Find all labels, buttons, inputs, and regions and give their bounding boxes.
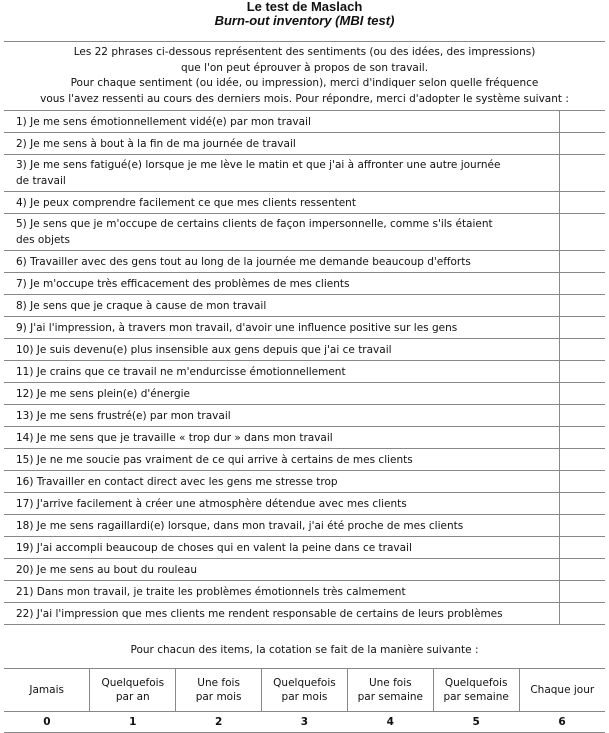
scoring-note: Pour chacun des items, la cotation se fait de la manière suivante : [130, 644, 479, 656]
item-text-continued: de travail [16, 175, 66, 187]
item-text: 6) Travailler avec des gens tout au long de la journée me demande beaucoup d'efforts [16, 255, 471, 268]
answer-box[interactable] [560, 111, 606, 133]
item-text-continued: des objets [16, 234, 70, 246]
item-statement [4, 339, 560, 361]
answer-box[interactable] [560, 383, 606, 405]
scale-label: Une fois par mois [195, 677, 242, 703]
item-statement [4, 603, 560, 625]
item-statement [4, 317, 560, 339]
scale-label: Quelquefois par mois [273, 677, 336, 703]
answer-box[interactable] [560, 273, 606, 295]
item-text: 8) Je sens que je craque à cause de mon travail [16, 299, 267, 312]
item-statement [4, 449, 560, 471]
answer-box[interactable] [560, 493, 606, 515]
item-text: 7) Je m'occupe très efficacement des problèmes de mes clients [16, 277, 350, 290]
item-text: 18) Je me sens ragaillardi(e) lorsque, dans mon travail, j'ai été proche de mes clients [16, 519, 464, 532]
item-text: 11) Je crains que ce travail ne m'endurcisse émotionnellement [16, 365, 346, 378]
answer-box[interactable] [560, 214, 606, 251]
scale-label-cell [4, 669, 90, 712]
item-statement [4, 537, 560, 559]
answer-box[interactable] [560, 559, 606, 581]
answer-box[interactable] [560, 537, 606, 559]
item-text: 12) Je me sens plein(e) d'énergie [16, 387, 191, 400]
item-row [4, 449, 605, 471]
scale-label: Chaque jour [530, 684, 595, 696]
answer-box[interactable] [560, 427, 606, 449]
item-row [4, 559, 605, 581]
scale-value: 4 [347, 712, 433, 733]
item-row [4, 339, 605, 361]
scale-value: 2 [176, 712, 262, 733]
answer-box[interactable] [560, 361, 606, 383]
answer-box[interactable] [560, 133, 606, 155]
item-row [4, 111, 605, 133]
scale-label: Jamais [29, 684, 64, 696]
item-text: 3) Je me sens fatigué(e) lorsque je me lève le matin et que j'ai à affronter une autre journée [16, 159, 501, 171]
item-statement [4, 405, 560, 427]
items-table [4, 110, 605, 625]
answer-box[interactable] [560, 192, 606, 214]
intro-section [4, 41, 605, 107]
item-statement [4, 559, 560, 581]
item-statement [4, 155, 560, 192]
item-row [4, 317, 605, 339]
item-text: 2) Je me sens à bout à la fin de ma journée de travail [16, 137, 296, 150]
item-statement [4, 515, 560, 537]
item-row [4, 493, 605, 515]
item-statement [4, 133, 560, 155]
item-row [4, 383, 605, 405]
item-row [4, 251, 605, 273]
item-text: 1) Je me sens émotionnellement vidé(e) par mon travail [16, 115, 311, 128]
item-statement [4, 192, 560, 214]
scale-label-cell [176, 669, 262, 712]
item-text: 22) J'ai l'impression que mes clients me rendent responsable de certains de leurs problèmes [16, 607, 503, 620]
answer-box[interactable] [560, 155, 606, 192]
item-statement [4, 214, 560, 251]
scale-values-row [4, 712, 605, 733]
answer-box[interactable] [560, 339, 606, 361]
scale-label: Quelquefois par an [101, 677, 165, 703]
item-row [4, 603, 605, 625]
item-row [4, 214, 605, 251]
item-text: 20) Je me sens au bout du rouleau [16, 563, 198, 576]
item-row [4, 471, 605, 493]
item-text: 10) Je suis devenu(e) plus insensible aux gens depuis que j'ai ce travail [16, 343, 392, 356]
scale-value: 1 [90, 712, 176, 733]
page-subtitle: Burn-out inventory (MBI test) [214, 13, 395, 28]
scale-label-cell [433, 669, 519, 712]
answer-box[interactable] [560, 295, 606, 317]
item-row [4, 427, 605, 449]
item-text: 15) Je ne me soucie pas vraiment de ce qui arrive à certains de mes clients [16, 453, 413, 466]
item-row [4, 133, 605, 155]
scale-labels-row [4, 669, 605, 712]
item-statement [4, 581, 560, 603]
answer-box[interactable] [560, 515, 606, 537]
item-row [4, 273, 605, 295]
item-row [4, 361, 605, 383]
item-text: 19) J'ai accompli beaucoup de choses qui en valent la peine dans ce travail [16, 541, 412, 554]
scale-table [4, 668, 605, 733]
answer-box[interactable] [560, 405, 606, 427]
item-text: 4) Je peux comprendre facilement ce que mes clients ressentent [16, 196, 356, 209]
answer-box[interactable] [560, 471, 606, 493]
item-row [4, 192, 605, 214]
item-row [4, 581, 605, 603]
item-row [4, 515, 605, 537]
scale-label-cell [519, 669, 605, 712]
item-statement [4, 111, 560, 133]
item-statement [4, 295, 560, 317]
item-text: 13) Je me sens frustré(e) par mon travail [16, 409, 231, 422]
answer-box[interactable] [560, 449, 606, 471]
scale-label-cell [262, 669, 348, 712]
item-statement [4, 493, 560, 515]
item-statement [4, 383, 560, 405]
scale-label-cell [90, 669, 176, 712]
answer-box[interactable] [560, 317, 606, 339]
item-statement [4, 251, 560, 273]
scale-value: 0 [4, 712, 90, 733]
item-row [4, 295, 605, 317]
item-row [4, 405, 605, 427]
item-row [4, 155, 605, 192]
answer-box[interactable] [560, 603, 606, 625]
item-text: 9) J'ai l'impression, à travers mon travail, d'avoir une influence positive sur les gens [16, 321, 458, 334]
item-text: 17) J'arrive facilement à créer une atmosphère détendue avec mes clients [16, 497, 407, 510]
scale-value: 6 [519, 712, 605, 733]
item-statement [4, 471, 560, 493]
item-row [4, 537, 605, 559]
item-text: 16) Travailler en contact direct avec les gens me stresse trop [16, 475, 338, 488]
answer-box[interactable] [560, 581, 606, 603]
item-text: 14) Je me sens que je travaille « trop dur » dans mon travail [16, 431, 333, 444]
scale-value: 3 [262, 712, 348, 733]
scale-value: 5 [433, 712, 519, 733]
answer-box[interactable] [560, 251, 606, 273]
scale-label: Une fois par semaine [357, 677, 423, 703]
item-text: 5) Je sens que je m'occupe de certains clients de façon impersonnelle, comme s'ils étaient [16, 218, 493, 230]
item-statement [4, 273, 560, 295]
item-text: 21) Dans mon travail, je traite les problèmes émotionnels très calmement [16, 585, 406, 598]
scale-label: Quelquefois par semaine [443, 677, 509, 703]
page-title: Le test de Maslach [246, 0, 363, 14]
intro-text: Les 22 phrases ci-dessous représentent des sentiments (ou des idées, des impressions) que l'on peut éprouver à propos de son travail. Pour chaque sentiment (ou idée, ou impression), merci d'indiquer selon quelle fréquence vous l'avez ressenti au cours des derniers mois. Pour répondre, merci d'adopter le système suivant : [40, 46, 569, 105]
scale-label-cell [347, 669, 433, 712]
item-statement [4, 361, 560, 383]
item-statement [4, 427, 560, 449]
